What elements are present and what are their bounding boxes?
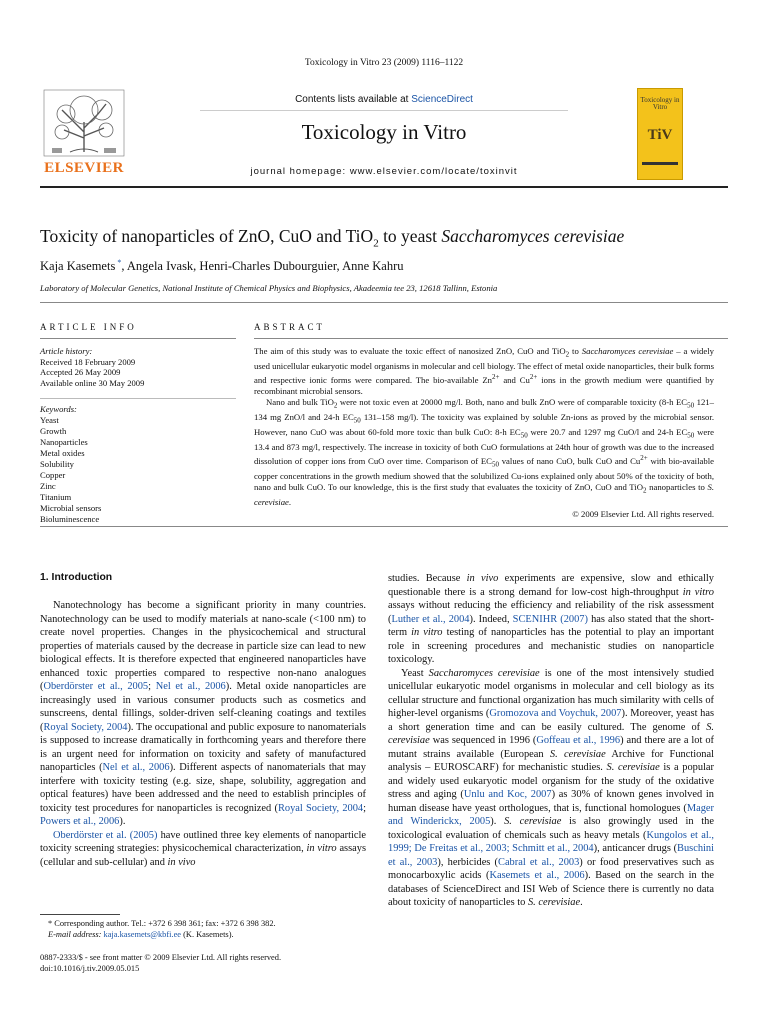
citation-link[interactable]: Cabral et al., 2003: [498, 856, 580, 868]
footnote-star: *: [48, 919, 55, 928]
citation-link[interactable]: Nel et al., 2006: [102, 762, 170, 773]
keyword-item: Yeast: [40, 415, 59, 425]
email-footnote: [40, 929, 366, 940]
intro-paragraph-2: Oberdörster et al. (2005) have outlined three key elements of nanoparticle toxicity screening strategies: physicochemical characterization, in vitro assays (cellular and sub-cellular) and in vivo: [40, 829, 367, 868]
italic-term: S. cerevisiae: [549, 748, 606, 760]
abstract-heading: ABSTRACT: [254, 322, 326, 332]
email-label: E-mail address:: [48, 930, 102, 939]
keyword-item: Copper: [40, 470, 66, 480]
corresponding-author-mark[interactable]: *: [115, 258, 122, 267]
history-received: Received 18 February 2009: [40, 356, 136, 367]
history-label: Article history:: [40, 346, 93, 356]
elsevier-wordmark: ELSEVIER: [44, 160, 124, 176]
body-column-right: [388, 572, 714, 910]
italic-term: in vivo: [167, 856, 196, 868]
citation-link[interactable]: Gromozova and Voychuk, 2007: [489, 708, 622, 719]
email-link[interactable]: kaja.kasemets@kbfi.ee: [103, 930, 182, 939]
keyword-item: Zinc: [40, 481, 56, 491]
italic-term: S. cerevisiae: [254, 482, 714, 508]
front-matter: [40, 952, 366, 974]
footnotes: [40, 918, 366, 940]
history-online: Available online 30 May 2009: [40, 377, 145, 388]
citation-link[interactable]: Nel et al., 2006: [155, 681, 226, 692]
keyword-item: Growth: [40, 426, 67, 436]
other-authors: , Angela Ivask, Henri-Charles Dubourguier, Anne Kahru: [121, 259, 404, 274]
italic-term: S. cerevisiae: [527, 897, 581, 908]
footnote-rule: [40, 914, 120, 915]
italic-term: Saccharomyces cerevisiae: [428, 667, 540, 679]
citation-link[interactable]: Royal Society, 2004: [277, 802, 364, 814]
journal-reference: Toxicology in Vitro 23 (2009) 1116–1122: [304, 58, 464, 68]
title-text: Toxicity of nanoparticles of ZnO, CuO and TiO: [40, 226, 374, 246]
intro-paragraph-3: Yeast Saccharomyces cerevisiae is one of the most intensively studied unicellular eukaryotic model organisms in molecular and cell biology as its cellular structure and functional organization has much similarity with cells of higher-level organisms (Gromozova and Voychuk, 2007). Moreover, yeast has a short generation time and can be easily cultured. The genome of S. cerevisiae was sequenced in 1996 (Goffeau et al., 1996) and there are a lot of mutant strains available (European S. cerevisiae Archive for Functional analysis – EUROSCARF) for mechanistic studies. S. cerevisiae is a popular and widely used eukaryotic model organism for the study of the oxidative stress and aging (Unlu and Koc, 2007) as 30% of known genes involved in human disease have yeast orthologues, that is, functional homologues (Mager and Winderickx, 2005). S. cerevisiae is also growingly used in the toxicological evaluation of chemicals such as heavy metals (Kungolos et al., 1999; De Freitas et al., 2003; Schmitt et al., 2004), anticancer drugs (Buschini et al., 2003), herbicides (Cabral et al., 2003) or food preservatives such as monocarboxylic acids (Kasemets et al., 2006). Based on the search in the databases of ScienceDirect and ISI Web of Science there is currently no data about toxicity of nanoparticles to S. cerevisiae.: [388, 667, 715, 908]
journal-cover-image: [637, 88, 683, 180]
italic-term: in vivo: [466, 573, 499, 584]
doi-link[interactable]: doi:10.1016/j.tiv.2009.05.015: [40, 964, 140, 973]
journal-homepage-link[interactable]: journal homepage: www.elsevier.com/locate/toxinvit: [250, 166, 518, 177]
body-column-left: [40, 599, 366, 869]
keyword-item: Titanium: [40, 492, 72, 502]
citation-link[interactable]: Oberdörster et al. (2005): [53, 829, 158, 841]
citation-link[interactable]: Kasemets et al., 2006: [489, 870, 585, 881]
section-heading-introduction: 1. Introduction: [40, 572, 113, 583]
affiliation: Laboratory of Molecular Genetics, National Institute of Chemical Physics and Biophysics, Akadeemia tee 23, 12618 Tallinn, Estonia: [40, 283, 498, 293]
superscript: 2+: [492, 373, 500, 382]
abstract-paragraph-1: The aim of this study was to evaluate the toxic effect of nanosized ZnO, CuO and TiO$_2$ to Saccharomyces cerevisiae – a widely used unicellular eukaryotic model organisms in molecular and cell biology. The effect of metal oxide nanoparticles, their bulk forms and respective ionic forms were compared. The bio-available $Zn^{2+}$ and $Cu^{2+}$ ions in the growth medium were quantified by recombinant microbial sensors.: [254, 346, 714, 397]
abstract-rule: [254, 338, 728, 339]
citation-link[interactable]: Buschini et al., 2003: [388, 843, 714, 868]
intro-paragraph-2-continued: studies. Because in vivo experiments are expensive, slow and ethically questionable there is a strong demand for low-cost high-throughput in vitro assays without reducing the efficiency and reliability of the risk assessment (Luther et al., 2004). Indeed, SCENIHR (2007) has also stated that the short-term in vitro testing of nanoparticles has the potential to play an important role in screening procedures and mechanistic studies on nanoparticle toxicology.: [388, 573, 714, 665]
intro-paragraph-1: Nanotechnology has become a significant priority in many countries. Nanotechnology can be used to modify materials at nano-scale (<100 nm) to create novel properties. Changes in the physicochemical and structural properties of materials caused by the decrease in particle size can lead to new biological effects. It is therefore expected that engineered nanoparticles have enhanced toxic properties compared to respective non-nano analogues (Oberdörster et al., 2005; Nel et al., 2006). Metal oxide nanoparticles are increasingly used in various consumer products such as cosmetics and sunscreens, dental fillings, solder-driven self-cleaning coatings and textiles (Royal Society, 2004). The occupational and public exposure to nanomaterials is supposed to increase dramatically in forthcoming years and therefore there is an urgent need for information on toxicity and safety of manufactured nanoparticles (Nel et al., 2006). Different aspects of nanomaterials that may interfere with toxicity testing (e.g. size, shape, solubility, aggregation and optical features) have been addressed and the need to establish principles of toxicity test procedures for nanoparticles is recognized (Royal Society, 2004; Powers et al., 2006).: [40, 600, 367, 827]
italic-term: S. cerevisiae: [504, 816, 562, 827]
italic-term: in vitro: [682, 586, 714, 598]
citation-link[interactable]: Goffeau et al., 1996: [536, 735, 621, 746]
journal-title: Toxicology in Vitro: [301, 120, 467, 144]
subscript: 50: [687, 432, 695, 441]
abstract-copyright: © 2009 Elsevier Ltd. All rights reserved.: [572, 508, 714, 519]
article-history: [40, 346, 236, 388]
italic-term: Saccharomyces cerevisiae: [581, 346, 674, 356]
corresponding-author-footnote: [40, 918, 366, 929]
italic-term: S. cerevisiae: [606, 762, 660, 773]
keyword-item: Solubility: [40, 459, 74, 469]
abstract-bottom-rule: [40, 526, 728, 527]
contents-prefix: Contents lists available at: [295, 94, 412, 105]
citation-link[interactable]: Unlu and Koc, 2007: [463, 789, 552, 800]
title-species: Saccharomyces cerevisiae: [441, 226, 625, 246]
italic-term: S. cerevisiae: [388, 721, 714, 746]
contents-line: [200, 94, 568, 105]
citation-link[interactable]: Mager and Winderickx, 2005: [388, 802, 714, 827]
title-divider: [40, 302, 728, 303]
citation-link[interactable]: Luther et al., 2004: [391, 613, 470, 625]
history-divider: [40, 398, 236, 399]
header-divider: [200, 110, 568, 111]
subscript: 2: [565, 350, 570, 359]
history-accepted: Accepted 26 May 2009: [40, 367, 121, 378]
cover-title: Toxicology in Vitro: [640, 96, 680, 111]
abstract-body: [254, 346, 714, 520]
author-list: [40, 258, 730, 274]
subscript: 2: [333, 402, 338, 411]
citation-link[interactable]: Oberdörster et al., 2005: [43, 681, 149, 692]
email-suffix: (K. Kasemets).: [181, 930, 234, 939]
subscript: 50: [520, 432, 528, 441]
footnote-contact: Corresponding author. Tel.: +372 6 398 361; fax: +372 6 398 382.: [54, 919, 276, 928]
abstract-paragraph-2: Nano and bulk TiO$_2$ were not toxic even at 20000 mg/l. Both, nano and bulk ZnO were of comparable toxicity (8-h $EC_{50}$ 121–134 mg ZnO/l and 24-h $EC_{50}$ 131–158 mg/l). The toxicity was explained by soluble Zn-ions as proved by the microbial sensor. However, nano CuO was about 60-fold more toxic than bulk CuO: 8-h $EC_{50}$ were 20.7 and 1297 mg CuO/l and 24-h $EC_{50}$ were 13.4 and 873 mg/l, respectively. The increase in toxicity of both CuO formulations at 24th hour of growth was due to the increased dissolution of copper ions from CuO over time. Comparison of $EC_{50}$ values of nano CuO, bulk CuO and $Cu^{2+}$ with bio-available copper concentrations in the growth medium showed that the solubilized Cu-ions explained only about 50% of the toxicity of both, nano and bulk CuO. To our knowledge, this is the first study that evaluates the toxicity of ZnO, CuO and TiO$_2$ nanoparticles to S. cerevisiae.: [254, 397, 714, 508]
article-title: [40, 226, 730, 250]
citation-link[interactable]: Powers et al., 2006: [40, 816, 120, 827]
subscript: 2: [643, 487, 647, 496]
italic-term: in vitro: [411, 627, 443, 638]
keywords-label: Keywords:: [40, 404, 77, 414]
citation-link[interactable]: Kungolos et al., 1999; De Freitas et al., 2003; Schmitt et al., 2004: [388, 829, 714, 854]
author-kasemets[interactable]: Kaja Kasemets: [40, 259, 116, 274]
citation-link[interactable]: SCENIHR (2007): [512, 613, 588, 625]
citation-link[interactable]: Royal Society, 2004: [43, 721, 128, 733]
superscript: 2+: [529, 373, 538, 382]
keyword-item: Nanoparticles: [40, 437, 88, 447]
header-bottom-rule: [40, 186, 728, 188]
sciencedirect-link[interactable]: ScienceDirect: [411, 94, 473, 105]
title-text-mid: to yeast: [378, 226, 442, 246]
keyword-item: Microbial sensors: [40, 503, 102, 513]
article-info-rule: [40, 338, 236, 339]
superscript: 2+: [640, 454, 648, 463]
subscript: 50: [687, 402, 695, 411]
keyword-item: Metal oxides: [40, 448, 85, 458]
cover-abbrev: TiV: [647, 127, 673, 143]
article-info-heading: ARTICLE INFO: [40, 322, 137, 332]
keyword-item: Bioluminescence: [40, 514, 100, 524]
subscript: 50: [491, 461, 499, 470]
italic-term: in vitro: [306, 843, 337, 854]
issn-line: 0887-2333/$ - see front matter © 2009 Elsevier Ltd. All rights reserved.: [40, 953, 282, 962]
subscript: 50: [353, 417, 361, 426]
elsevier-logo: [40, 88, 128, 184]
keywords: [40, 404, 236, 525]
title-subscript: 2: [373, 237, 379, 250]
